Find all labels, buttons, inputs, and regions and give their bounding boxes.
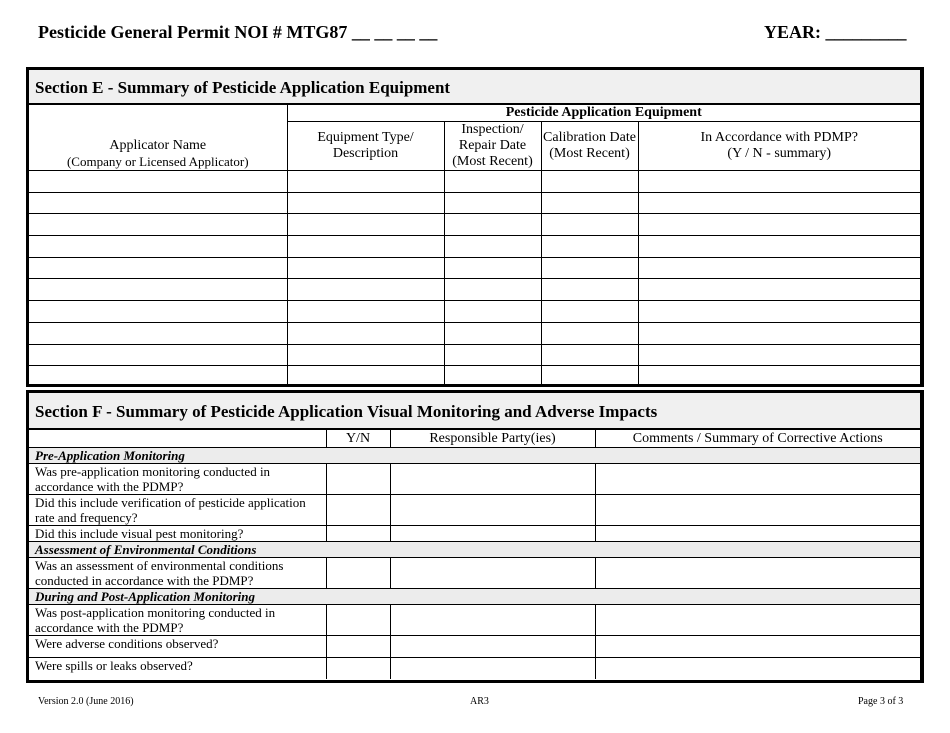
equipment-row	[29, 171, 920, 193]
yn-cell[interactable]	[326, 464, 390, 495]
comments-cell[interactable]	[595, 658, 920, 680]
yn-cell[interactable]	[326, 558, 390, 589]
calibration-date-line: Calibration Date	[543, 130, 636, 145]
inspection-date-cell[interactable]	[444, 301, 541, 323]
pdmp-cell[interactable]	[638, 192, 920, 214]
yn-cell[interactable]	[326, 605, 390, 636]
applicator-name-cell[interactable]	[29, 236, 287, 258]
calibration-date-cell[interactable]	[541, 171, 638, 193]
comments-cell[interactable]	[595, 558, 920, 589]
applicator-name-sub: (Company or Licensed Applicator)	[66, 154, 249, 169]
year-field-label: YEAR: _________	[764, 22, 907, 42]
pdmp-cell[interactable]	[638, 279, 920, 301]
applicator-name-cell[interactable]	[29, 279, 287, 301]
monitoring-group-label: During and Post-Application Monitoring	[29, 589, 920, 605]
calibration-date-cell[interactable]	[541, 257, 638, 279]
section-f	[26, 390, 924, 683]
monitoring-question	[29, 636, 326, 658]
monitoring-question-row	[29, 636, 920, 658]
monitoring-table	[29, 429, 920, 679]
form-title: Pesticide General Permit NOI # MTG87 __ __ __ __	[38, 22, 438, 42]
pdmp-cell[interactable]	[638, 366, 920, 387]
equipment-row	[29, 344, 920, 366]
yn-cell[interactable]	[326, 658, 390, 680]
equipment-type-cell[interactable]	[287, 257, 444, 279]
equipment-row	[29, 322, 920, 344]
responsible-party-cell[interactable]	[390, 558, 595, 589]
equipment-type-cell[interactable]	[287, 344, 444, 366]
monitoring-question-row	[29, 558, 920, 589]
responsible-party-cell[interactable]	[390, 658, 595, 680]
pdmp-cell[interactable]	[638, 322, 920, 344]
applicator-name-header	[29, 105, 287, 171]
equipment-type-cell[interactable]	[287, 236, 444, 258]
inspection-date-cell[interactable]	[444, 279, 541, 301]
inspection-date-cell[interactable]	[444, 171, 541, 193]
responsible-party-cell[interactable]	[390, 526, 595, 542]
pdmp-cell[interactable]	[638, 301, 920, 323]
monitoring-group-header	[29, 542, 920, 558]
monitoring-question-row	[29, 658, 920, 680]
equipment-type-header	[287, 122, 444, 171]
applicator-name-cell[interactable]	[29, 192, 287, 214]
monitoring-group-label: Pre-Application Monitoring	[29, 448, 920, 464]
equipment-type-cell[interactable]	[287, 192, 444, 214]
equipment-type-cell[interactable]	[287, 171, 444, 193]
section-e	[26, 67, 924, 387]
comments-cell[interactable]	[595, 636, 920, 658]
inspection-date-cell[interactable]	[444, 236, 541, 258]
pdmp-cell[interactable]	[638, 214, 920, 236]
equipment-row	[29, 257, 920, 279]
monitoring-question-line: Did this include visual pest monitoring?	[35, 526, 244, 541]
equipment-row	[29, 192, 920, 214]
applicator-name-cell[interactable]	[29, 257, 287, 279]
monitoring-question	[29, 464, 326, 495]
applicator-name-cell[interactable]	[29, 344, 287, 366]
monitoring-question-line: Were adverse conditions observed?	[35, 636, 219, 651]
inspection-date-cell[interactable]	[444, 257, 541, 279]
monitoring-question	[29, 558, 326, 589]
equipment-row	[29, 236, 920, 258]
pdmp-header-line: (Y / N - summary)	[727, 146, 832, 161]
monitoring-question-row	[29, 526, 920, 542]
responsible-party-cell[interactable]	[390, 464, 595, 495]
monitoring-question-row	[29, 605, 920, 636]
pdmp-header-line: In Accordance with PDMP?	[700, 130, 858, 145]
applicator-name-cell[interactable]	[29, 366, 287, 387]
pdmp-cell[interactable]	[638, 344, 920, 366]
inspection-date-cell[interactable]	[444, 214, 541, 236]
inspection-date-cell[interactable]	[444, 192, 541, 214]
equipment-type-cell[interactable]	[287, 366, 444, 387]
equipment-row	[29, 301, 920, 323]
inspection-date-header	[444, 122, 541, 171]
responsible-party-cell[interactable]	[390, 605, 595, 636]
monitoring-question-line: Was pre-application monitoring conducted in	[35, 464, 271, 479]
responsible-party-cell[interactable]	[390, 636, 595, 658]
yn-cell[interactable]	[326, 636, 390, 658]
monitoring-question-line: Was an assessment of environmental conditions	[35, 558, 284, 573]
inspection-date-cell[interactable]	[444, 322, 541, 344]
pdmp-cell[interactable]	[638, 236, 920, 258]
equipment-table	[29, 104, 920, 387]
monitoring-question-line: Were spills or leaks observed?	[35, 658, 193, 673]
monitoring-group-header	[29, 589, 920, 605]
monitoring-question-line: rate and frequency?	[35, 510, 138, 525]
calibration-date-cell[interactable]	[541, 344, 638, 366]
inspection-date-line: Repair Date	[458, 138, 527, 153]
inspection-date-cell[interactable]	[444, 344, 541, 366]
equipment-row	[29, 366, 920, 387]
equipment-group-header: Pesticide Application Equipment	[287, 105, 920, 122]
pdmp-cell[interactable]	[638, 171, 920, 193]
monitoring-question-line: accordance with the PDMP?	[35, 479, 184, 494]
calibration-date-cell[interactable]	[541, 366, 638, 387]
inspection-date-cell[interactable]	[444, 366, 541, 387]
monitoring-question	[29, 495, 326, 526]
monitoring-question-line: Was post-application monitoring conducted in	[35, 605, 276, 620]
footer-page-number: Page 3 of 3	[858, 696, 904, 707]
yn-cell[interactable]	[326, 495, 390, 526]
monitoring-question-line: Did this include verification of pesticide application	[35, 495, 306, 510]
calibration-date-cell[interactable]	[541, 322, 638, 344]
comments-cell[interactable]	[595, 526, 920, 542]
yn-cell[interactable]	[326, 526, 390, 542]
section-e-title: Section E - Summary of Pesticide Application Equipment	[29, 70, 920, 104]
monitoring-question-line: accordance with the PDMP?	[35, 620, 184, 635]
yn-header: Y/N	[326, 430, 390, 448]
equipment-row	[29, 214, 920, 236]
comments-cell[interactable]	[595, 605, 920, 636]
applicator-name-label: Applicator Name	[109, 138, 207, 153]
monitoring-group-header	[29, 448, 920, 464]
calibration-date-header	[541, 122, 638, 171]
applicator-name-cell[interactable]	[29, 322, 287, 344]
equipment-type-cell[interactable]	[287, 322, 444, 344]
calibration-date-cell[interactable]	[541, 279, 638, 301]
monitoring-question	[29, 658, 326, 680]
applicator-name-cell[interactable]	[29, 214, 287, 236]
question-header	[29, 430, 326, 448]
applicator-name-cell[interactable]	[29, 301, 287, 323]
inspection-date-line: (Most Recent)	[452, 154, 533, 169]
monitoring-group-label: Assessment of Environmental Conditions	[29, 542, 920, 558]
equipment-type-cell[interactable]	[287, 279, 444, 301]
comments-cell[interactable]	[595, 495, 920, 526]
equipment-type-cell[interactable]	[287, 301, 444, 323]
responsible-party-cell[interactable]	[390, 495, 595, 526]
calibration-date-cell[interactable]	[541, 214, 638, 236]
calibration-date-cell[interactable]	[541, 192, 638, 214]
applicator-name-cell[interactable]	[29, 171, 287, 193]
pdmp-cell[interactable]	[638, 257, 920, 279]
footer-form-id: AR3	[470, 696, 489, 707]
comments-header: Comments / Summary of Corrective Actions	[595, 430, 920, 448]
comments-cell[interactable]	[595, 464, 920, 495]
equipment-type-line: Description	[332, 146, 399, 161]
equipment-type-line: Equipment Type/	[317, 130, 414, 145]
responsible-party-header: Responsible Party(ies)	[390, 430, 595, 448]
section-f-title: Section F - Summary of Pesticide Application Visual Monitoring and Adverse Impacts	[29, 393, 920, 429]
footer-version: Version 2.0 (June 2016)	[38, 696, 134, 707]
calibration-date-cell[interactable]	[541, 236, 638, 258]
calibration-date-cell[interactable]	[541, 301, 638, 323]
equipment-row	[29, 279, 920, 301]
monitoring-question-line: conducted in accordance with the PDMP?	[35, 573, 254, 588]
monitoring-question-row	[29, 495, 920, 526]
pdmp-header	[638, 122, 920, 171]
monitoring-question-row	[29, 464, 920, 495]
inspection-date-line: Inspection/	[461, 122, 524, 137]
monitoring-question	[29, 526, 326, 542]
monitoring-question	[29, 605, 326, 636]
calibration-date-line: (Most Recent)	[549, 146, 630, 161]
equipment-type-cell[interactable]	[287, 214, 444, 236]
